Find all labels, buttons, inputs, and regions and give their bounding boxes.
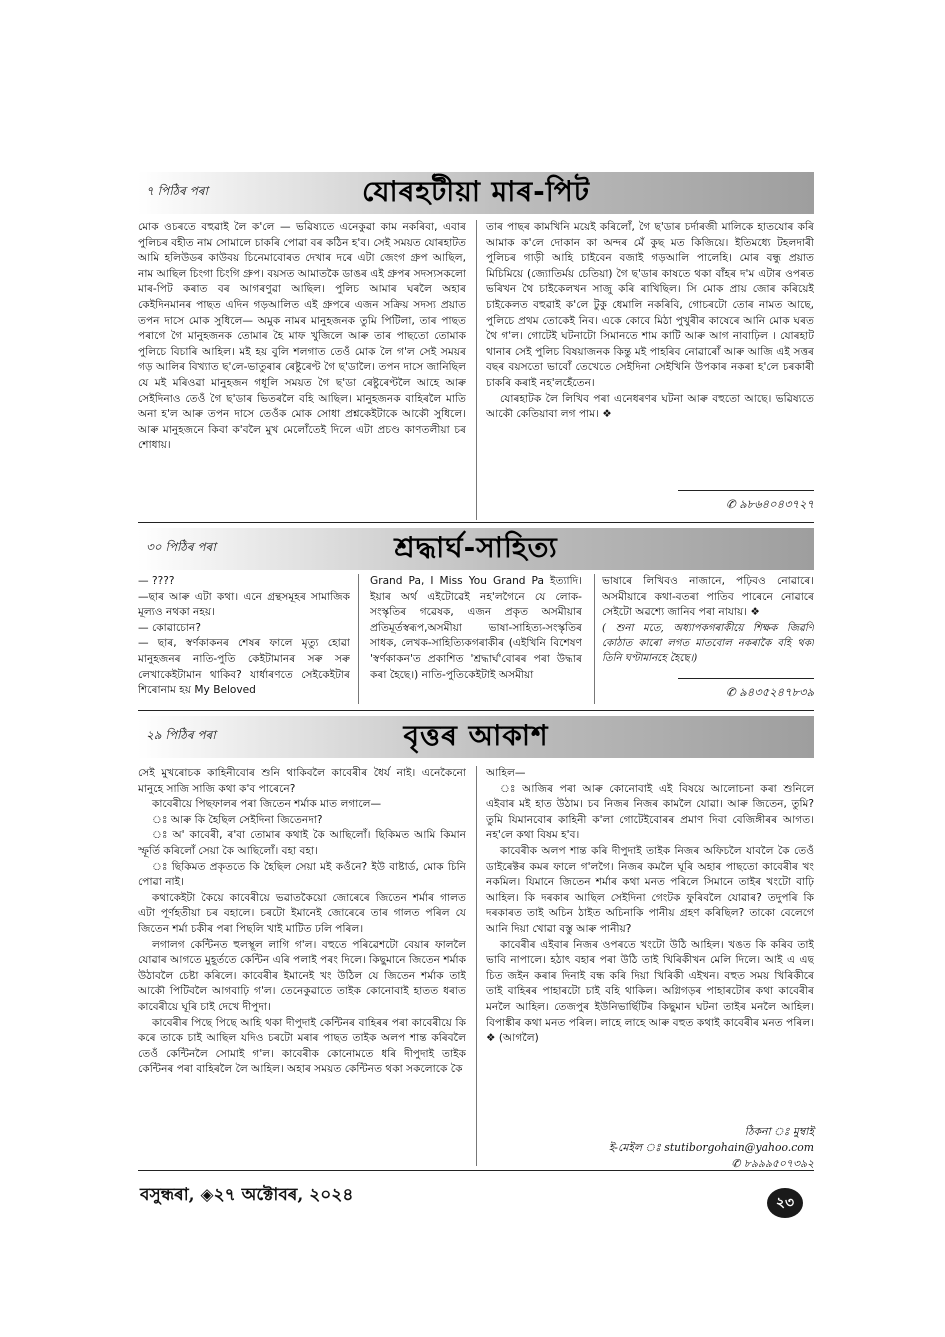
section-separator [138,710,814,711]
paragraph: আহিল— [486,767,526,779]
article-column-1 [138,766,466,1168]
column-divider [594,574,595,704]
article-banner [138,172,814,214]
paragraph: কথাকেইটা কৈয়ে কাবেৰীয়ে ভৱাতকৈয়ো জোৰেৰে জিতেন শৰ্মাৰ গালত এটা পূৰ্ণহতীয়া চৰ বহালে। চৰটো ইমানেই জোৰেৰে তাৰ গালত পৰিল যে জিতেন শৰ্মা চকীৰ পৰা পিছলি খাই মাটিত ঢলি পৰিল। [138,891,466,935]
article-column-2 [486,220,814,528]
author-email: ই-মেইল ঃ stutiborgohain@yahoo.com [608,1141,814,1154]
phone-number: ✆ ৮৯৯৯৫০৭৩৯২ [731,1157,814,1170]
paragraph: ঃ অ' কাবেৰী, ৰ'বা তোমাৰ কথাই কৈ আছিলোঁ। ছিকিমত আমি কিমান স্ফূৰ্তি কৰিলোঁ সেয়া কৈ আছিলোঁ। বহা বহা। [138,829,466,857]
paragraph: কাবেৰীৰ এইবাৰ নিজৰ ওপৰতে খংটো উঠি আহিল। খঙত কি কৰিব তাই ভাবি নাপালে। হঠাৎ বহাৰ পৰা উঠি তাই খিৰিকীখন মেলি দিলে। আই এ এছ চিত জইন কৰাৰ দিনাই বন্ধ কৰি দিয়া খিৰিকী এইখন। বহুত সময় খিৰিকীৰে তাই বাহিৰৰ পাহাৰটো চাই বহি থাকিল। অগ্নিগড়ৰ পাহাৰটোৰ কথা কাবেৰীৰ মনলৈ আহিল। তেজপুৰ ইউনিভাৰ্ছিটিৰ কিছুমান ঘটনা তাইৰ মনলৈ আহিল। বিপাঙ্কীৰ কথা মনত পৰিল। লাহে লাহে আৰু বহুত কথাই কাবেৰীৰ মনত পৰিল। ❖ (আগলৈ) [486,938,814,1045]
article-title: বৃত্তৰ আকাশ [403,718,549,752]
paragraph: — কোৱাচোন? [138,621,202,634]
continued-from-label: ৩০ পিঠিৰ পৰা [146,540,216,554]
paragraph: কাবেৰীৰ পিছে পিছে আহি থকা দীপুদাই কেন্টিনৰ বাহিৰৰ পৰা কাবেৰীয়ে কি কৰে তাকে চাই আছিল যদিও চৰটো মৰাৰ পাছত তাইক অলপ শান্ত কৰিবলৈ তেওঁ কেন্টিনলৈ সোমাই গ'ল। কাবেৰীক কোনোমতে ধৰি দীপুদাই তাইক কেন্টিনৰ পৰা বাহিৰলৈ লৈ আহিল। অহাৰ সময়ত কেন্টিনত থকা সকলোকে কৈ [138,1016,466,1076]
paragraph: কাবেৰীক অলপ শান্ত কৰি দীপুদাই তাইক নিজৰ অফিচলৈ যাবলৈ কৈ তেওঁ ডাইৰেক্টৰ কমৰ ফালে গ'লগৈ। নিজৰ কমলৈ ঘূৰি অহাৰ পাছতো কাবেৰীৰ খং নকমিল। যিমানে জিতেন শৰ্মাৰ কথা মনত পৰিলে সিমানে তাইৰ খংটো বাঢ়ি আহিল। কি দৰকাৰ আছিল সেইদিনা গেংটক ফুৰিবলৈ যোৱাৰ? তদুপৰি কি দৰকাৰত তাই অচিন ঠাইত অচিনাকি পানীয় গ্ৰহণ কৰিছিল? তাকো বেলেগে আনি দিয়া খোৱা বস্তু আৰু পানীয়? [486,844,814,935]
column-divider [476,220,477,520]
continued-from-label: ২৯ পিঠিৰ পৰা [146,728,216,742]
author-contact [478,1124,814,1172]
column-divider [476,766,477,1166]
paragraph: ঃ ছিকিমত প্ৰকৃততে কি হৈছিল সেয়া মই কওঁনে? ইউ বাষ্টাৰ্ড, মোক চিনি পোৱা নাই। [138,860,466,889]
paragraph: Grand Pa, I Miss You Grand Pa ইত্যাদি। ইয়াৰ অৰ্থ এইটোৱেই নহ'লগৈনে যে লোক-সংস্কৃতিৰ গৱেষক, এজন প্ৰকৃত অসমীয়াৰ প্ৰতিমূৰ্তস্বৰূপ,অসমীয়া ভাষা-সাহিত্য-সংস্কৃতিৰ সাধক, লেখক-সাহিত্যিকগৰাকীৰ (এইখিনি বিশেষণ 'স্বৰ্ণকাকন'ত প্ৰকাশিত 'শ্ৰদ্ধাৰ্ঘ'বোৰৰ পৰা উদ্ধাৰ কৰা হৈছে।) নাতি-পুতিকেইটাই অসমীয়া [370,575,582,681]
column-divider [358,574,359,704]
paragraph: — ???? [138,575,175,587]
article-title: শ্ৰদ্ধাৰ্ঘ-সাহিত্য [394,530,558,564]
paragraph: তাৰ পাছৰ কামখিনি ময়েই কৰিলোঁ, গৈ ছ'ডাৰ চৰ্দাৰজী মালিকে হাতযোৰ কৰি আমাক ক'লে দোকান কা অন্দৰ মেঁ কুছ মত কিজিয়ে। ইতিমধ্যে টহলদাৰী পুলিচৰ গাড়ী আহি চাইবেন বজাই গড়আলি পালেহি। মোৰ বন্ধু প্ৰয়াত মিচিমিয়ে (জ্যোতিৰ্ময় চেতিয়া) গৈ ছ'ডাৰ কাষতে থকা বাঁহৰ দ'ম এটাৰ ওপৰত ভৰিখন থৈ চাইকেলখন সাজু কৰি ৰাখিছিল। সি মোক প্ৰায় জোৰ কৰিয়েই চাইকেলত বহুৱাই ক'লে টুকু ধেমালি নকৰিবি, গোচৰটো তোৰ নামত আছে, পুলিচে প্ৰথম তোকেই নিব। একে কোবে মিঠা পুখুৰীৰ কাষেৰে আনি মোক ঘৰত থৈ গ'ল। গোটেই ঘটনাটো সিমানতে শাম কাটি আৰু আগ নাবাঢ়িল । যোৰহাট থানাৰ সেই পুলিচ বিষয়াজনক কিন্তু মই পাহৰিব নোৱাৰোঁ আৰু আজি এই সত্তৰ বছৰ বয়সতো ভাবোঁ তেখেতে সেইদিনা সেইখিনি উপকাৰ নকৰা হ'লে চৰকাৰী চাকৰি কৰাই নহ'লহেঁতেন। [486,221,814,389]
page-number-badge: ২৩ [767,1188,803,1218]
phone-number: ✆ ৯৮৬৪০৪৩৭২৭ [725,497,814,511]
article-title: যোৰহটীয়া মাৰ-পিট [361,174,591,208]
signature-rule [678,490,814,491]
paragraph: ঃ আৰু কি হৈছিল সেইদিনা জিতেনদা? [152,813,323,826]
paragraph: লগালগ কেন্টিনত হুলস্থূল লাগি গ'ল। বহুতে পৰিৱেশটো বেয়াৰ ফাললৈ যোৱাৰ আগতে মুহূৰ্ততে কেন্টিন এৰি পলাই পৰং দিলে। কিছুমানে জিতেন শৰ্মাক উঠাবলৈ চেষ্টা কৰিলে। কাবেৰীৰ ইমানেই খং উঠিল যে জিতেন শৰ্মাক তাই আকৌ পিটিবলৈ আগবাঢ়ি গ'ল। তেনেকুৱাতে তাইক কোনোবাই হাতত ধৰাত কাবেৰীয়ে ঘূৰি চাই দেখে দীপুদা। [138,938,466,1013]
continued-from-label: ৭ পিঠিৰ পৰা [146,184,208,198]
signature-rule [678,678,814,679]
article-column-2 [486,766,814,1168]
article-column-2 [370,574,582,708]
section-separator [138,522,814,523]
article-banner [138,528,814,570]
article-column-1 [138,574,350,708]
paragraph: কাবেৰীয়ে পিছফালৰ পৰা জিতেন শৰ্মাক মাত লগালে— [152,798,382,811]
author-address: ঠিকনা ঃ মুম্বাই [744,1125,814,1138]
paragraph: যোৰহাটক লৈ লিখিব পৰা এনেধৰণৰ ঘটনা আৰু বহুতো আছে। ভৱিষ্যতে আকৌ কেতিয়াবা লগ পাম। ❖ [486,392,814,421]
paragraph: — ছাৰ, স্বৰ্ণকাকনৰ শেষৰ ফালে মৃত্যু হোৱা মানুহজনৰ নাতি-পুতি কেইটামানৰ সৰু সৰু লেখাকেইটামান থাকিব? যাৰ্ধাৰণতে সেইকেইটাৰ শিৰোনাম হয় My Beloved [138,637,350,697]
article-column-1 [138,220,466,528]
paragraph: ঃ আজিৰ পৰা আৰু কোনোবাই এই বিষয়ে আলোচনা কৰা শুনিলে এইবাৰ মই হাত উঠাম। চব নিজৰ নিজৰ কামলৈ যোৱা। আৰু জিতেন, তুমি? তুমি যিমানবোৰ কাহিনী ক'লা গোটেইবোৰৰ প্ৰমাণ দিবা বেজিঙ্গীৰৰ আগত। নহ'লে কথা বিষম হ'ব। [486,782,814,842]
paragraph: ভাষাৰে লিখিবও নাজানে, পঢ়িবও নোৱাৰে। অসমীয়াৰে কথা-বতৰা পাতিব পাৰেনে নোৱাৰে সেইটো অৱশ্যে জানিব পৰা নাযায়। ❖ [602,575,814,619]
article-banner [138,716,814,758]
footer-rule [138,1170,814,1171]
paragraph: সেই মুখৰোচক কাহিনীবোৰ শুনি থাকিবলৈ কাবেৰীৰ ধৈৰ্য নাই। এনেকৈনো মানুহে সাজি সাজি কথা ক'ব পাৰেনে? [138,767,466,795]
phone-number: ✆ ৯৪৩৫২৪৭৮৩৯ [726,685,814,699]
paragraph: মোক ওচৰতে বহুৱাই লৈ ক'লে — ভৱিষ্যতে এনেকুৱা কাম নকৰিবা, এবাৰ পুলিচৰ বহীত নাম সোমালে চাকৰি পোৱা বৰ কঠিন হ'ব। সেই সময়ত যোৰহাটত আমি হলিউডৰ কাউবয় চিনেমাবোৰত দেখাৰ দৰে এটা জেংগ গ্ৰুপ আছিল, নাম আছিল চিংগা চিংগি গ্ৰুপ। বয়সত আমাতকৈ ডাঙৰ এই গ্ৰুপৰ সদস্যসকলো মাৰ-পিট কৰাত বৰ আগৰণুৱা আছিল। পুলিচ আমাৰ ঘৰলৈ অহাৰ কেইদিনমানৰ পাছত এদিন গড়আলিত এই গ্ৰুপৰে এজন সক্ৰিয় সদস্য প্ৰয়াত তপন দাসে মোক সুধিলে— অমুক নামৰ মানুহজনক তুমি পিটিলা, তাৰ পাছত পৰাগে গৈ মানুহজনক তোমাৰ হৈ মাফ খুজিলে আৰু তাৰ পাছতো তোমাক পুলিচে বিচাৰি আহিল। মই হয় বুলি শলগাত তেওঁ মোক লৈ গ'ল সেই সময়ৰ গড় আলিৰ বিখ্যাত ছ'লে-ভাতুৰাৰ ৰেষ্টুৰেণ্ট গৈ ছ'ডালৈ। তপন দাসে জানিছিল যে মই মৰিওৱা মানুহজন গধূলি সময়ত গৈ ছ'ডা ৰেষ্টুৰেণ্টলৈ আহে আৰু সেইদিনাও তেওঁ গৈ ছ'ডাৰ ভিতৰলৈ বহি আছিল। মানুহজনক বাহিৰলৈ মাতি অনা হ'ল আৰু তপন দাসে তেওঁক মোক সোধা প্ৰশ্নকেইটাকে আকৌ সুধিলে। আৰু মানুহজনে কিবা ক'বলৈ মুখ মেলোঁতেই দিলে এটা প্ৰচণ্ড কাণতলীয়া চৰ শোধায়। [138,221,466,452]
magazine-issue-line: বসুন্ধৰা, ◈২৭ অক্টোবৰ, ২০২৪ [140,1185,354,1205]
author-note: ( শুনা মতে, অধ্যাপকগৰাকীয়ে শিক্ষক জিৱণি কোঠাত কাৰো লগত মাতবোল নকৰাকৈ বহি থকা তিনি ঘণ্টামানহে হৈছে।) [602,622,814,664]
paragraph: —ছাৰ আৰু এটা কথা। এনে গ্ৰন্থসমূহৰ সামাজিক মূল্যও নথকা নহয়। [138,590,350,619]
